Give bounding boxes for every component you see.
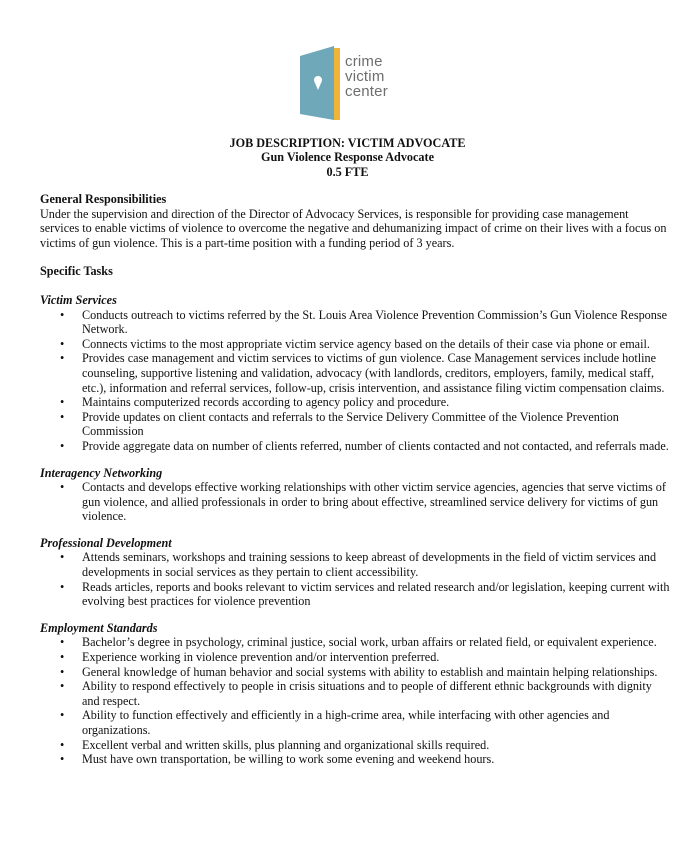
list-item: • Excellent verbal and written skills, plus planning and organizational skills required. [40,738,670,753]
list-item: • Conducts outreach to victims referred by the St. Louis Area Violence Prevention Commission’s Gun Violence Response Network. [40,308,670,337]
logo-wordmark [345,54,388,99]
list-item: • General knowledge of human behavior and social systems with ability to establish and maintain helping relationships. [40,665,670,680]
list-item: • Connects victims to the most appropriate victim service agency based on the details of their case via phone or email. [40,337,670,352]
list-item: • Ability to respond effectively to people in crisis situations and to people of different ethnic backgrounds with dignity and respect. [40,679,670,708]
section-title: Professional Development [40,535,172,550]
list-item: • Attends seminars, workshops and training sessions to keep abreast of developments in the field of victim services and developments in social services as they pertain to client accessibility. [40,550,670,579]
document-header [0,136,695,179]
general-responsibilities-heading: General Responsibilities [40,192,167,206]
task-list [40,308,670,454]
logo-line-2: victim [345,68,385,85]
logo-line-3: center [345,83,388,100]
list-item: • Contacts and develops effective working relationships with other victim service agencies, agencies that serve victims of gun violence, and allied professionals in order to bring about effective, streamlined service delivery for victims of gun violence. [40,480,670,524]
section-title: Interagency Networking [40,465,163,480]
list-item: • Bachelor’s degree in psychology, criminal justice, social work, urban affairs or related field, or equivalent experience. [40,635,670,650]
list-item: • Ability to function effectively and efficiently in a high-crime area, while interfacing with other agencies and organizations. [40,708,670,737]
section-professional-development [40,536,670,609]
section-title: Victim Services [40,292,117,307]
document-title: JOB DESCRIPTION: VICTIM ADVOCATE [229,136,466,150]
task-list [40,550,670,608]
section-employment-standards [40,621,670,767]
door-gold-edge [334,48,340,120]
list-item: • Provide updates on client contacts and referrals to the Service Delivery Committee of the Violence Prevention Commission [40,410,670,439]
document-subtitle: Gun Violence Response Advocate [261,150,434,165]
list-item: • Maintains computerized records according to agency policy and procedure. [40,395,670,410]
list-item: • Provides case management and victim services to victims of gun violence. Case Management services include hotline counseling, supportive listening and validation, advocacy (with landlords, creditors, employers, family, medical staff, etc.), information and referral services, follow-up, crisis intervention, and assistance filing victim compensation claims. [40,351,670,395]
list-item: • Experience working in violence prevention and/or intervention preferred. [40,650,670,665]
specific-tasks-heading: Specific Tasks [40,264,113,279]
task-list [40,635,670,766]
document-fte: 0.5 FTE [326,164,369,179]
section-interagency-networking [40,466,670,524]
section-victim-services [40,293,670,454]
logo-line-1: crime [345,53,383,70]
document-body [40,192,670,767]
task-list [40,480,670,524]
list-item: • Must have own transportation, be willing to work some evening and weekend hours. [40,752,670,767]
general-responsibilities-text: Under the supervision and direction of the Director of Advocacy Services, is responsible for providing case management services to enable victims of violence to overcome the negative and dehumanizing impact of crime on their lives with a focus on victims of gun violence. This is a part-time position with a funding period of 3 years. [40,206,667,250]
list-item: • Reads articles, reports and books relevant to victim services and related research and/or legislation, keeping current with evolving best practices for violence prevention [40,580,670,609]
section-title: Employment Standards [40,620,158,635]
list-item: • Provide aggregate data on number of clients referred, number of clients contacted and not contacted, and referrals made. [40,439,670,454]
